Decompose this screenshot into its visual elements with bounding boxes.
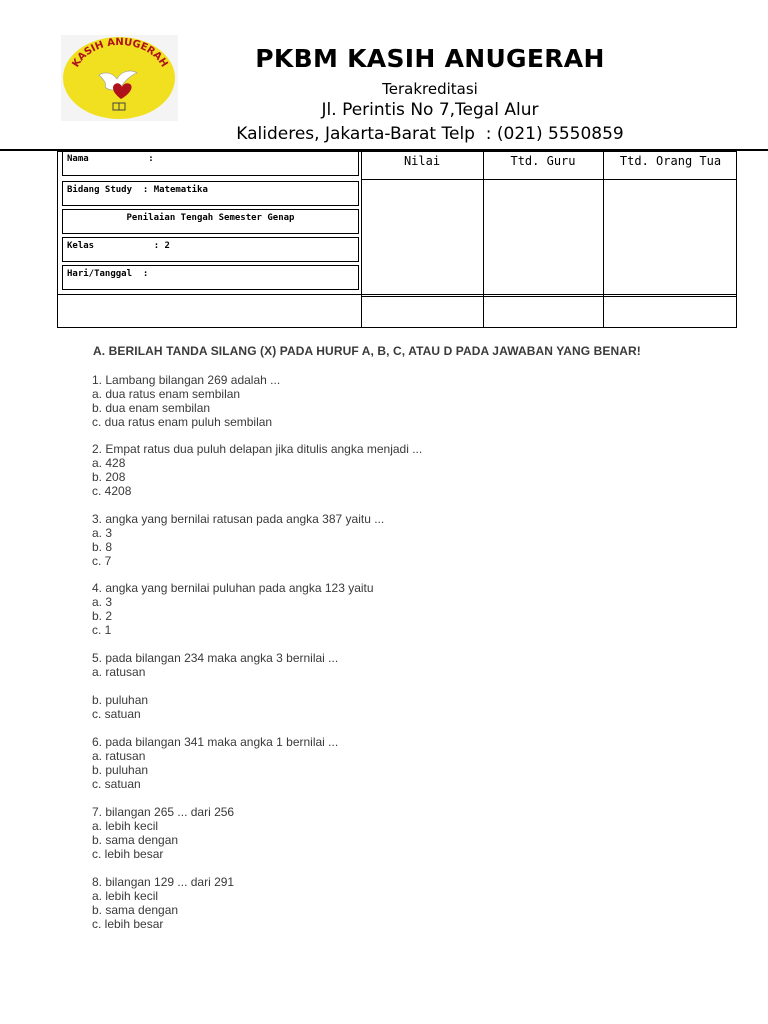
field-bottom-line: [58, 294, 736, 295]
option: a. ratusan: [92, 749, 146, 763]
address-line-1: Jl. Perintis No 7,Tegal Alur: [321, 100, 539, 120]
question-3: [92, 512, 384, 568]
accreditation-label: Terakreditasi: [382, 80, 478, 98]
exam-title: Penilaian Tengah Semester Genap: [62, 209, 359, 234]
option: c. 7: [92, 554, 112, 568]
option: c. lebih besar: [92, 847, 164, 861]
option: b. 208: [92, 470, 126, 484]
logo-text: KASIH ANUGERAH: [70, 36, 170, 70]
student-info-table: [57, 151, 737, 328]
option: a. ratusan: [92, 665, 146, 679]
option: b. puluhan: [92, 763, 149, 777]
option: c. 1: [92, 623, 112, 637]
question-text: 5. pada bilangan 234 maka angka 3 bernilai ...: [92, 651, 339, 665]
question-6: [92, 735, 338, 791]
question-text: 7. bilangan 265 ... dari 256: [92, 805, 235, 819]
option: c. dua ratus enam puluh sembilan: [92, 415, 273, 429]
option: c. lebih besar: [92, 917, 164, 931]
question-7: [92, 805, 234, 861]
option: [92, 679, 338, 693]
address-line-2: Kalideres, Jakarta-Barat Telp : (021) 5550859: [236, 124, 624, 144]
question-5: [92, 651, 338, 721]
option: a. lebih kecil: [92, 819, 159, 833]
school-logo: [61, 35, 178, 121]
question-text: 8. bilangan 129 ... dari 291: [92, 875, 235, 889]
teacher-signature-header: Ttd. Guru: [510, 154, 576, 168]
option: c. 4208: [92, 484, 132, 498]
option: b. puluhan: [92, 693, 149, 707]
option: b. 2: [92, 609, 113, 623]
option: a. 3: [92, 595, 113, 609]
option: c. satuan: [92, 777, 141, 791]
option: a. 3: [92, 526, 113, 540]
option: a. lebih kecil: [92, 889, 159, 903]
option: c. satuan: [92, 707, 141, 721]
date-field[interactable]: Hari/Tanggal :: [62, 265, 359, 290]
signature-row-line: [361, 296, 736, 297]
question-text: 1. Lambang bilangan 269 adalah ...: [92, 373, 281, 387]
question-text: 6. pada bilangan 341 maka angka 1 bernilai ...: [92, 735, 339, 749]
option: b. sama dengan: [92, 833, 179, 847]
option: b. 8: [92, 540, 113, 554]
class-field: Kelas : 2: [62, 237, 359, 262]
parent-signature-header: Ttd. Orang Tua: [619, 154, 722, 168]
question-text: 2. Empat ratus dua puluh delapan jika ditulis angka menjadi ...: [92, 442, 423, 456]
option: b. dua enam sembilan: [92, 401, 211, 415]
question-1: [92, 373, 280, 429]
option: a. dua ratus enam sembilan: [92, 387, 241, 401]
option: a. 428: [92, 456, 126, 470]
subject-field: Bidang Study : Matematika: [62, 181, 359, 206]
instruction-heading: A. BERILAH TANDA SILANG (X) PADA HURUF A, B, C, ATAU D PADA JAWABAN YANG BENAR!: [93, 344, 641, 358]
name-field[interactable]: Nama :: [62, 151, 359, 176]
question-text: 4. angka yang bernilai puluhan pada angka 123 yaitu: [92, 581, 374, 595]
question-8: [92, 875, 234, 931]
question-4: [92, 581, 374, 637]
school-name: PKBM KASIH ANUGERAH: [255, 44, 605, 73]
question-text: 3. angka yang bernilai ratusan pada angka 387 yaitu ...: [92, 512, 385, 526]
question-2: [92, 442, 422, 498]
option: b. sama dengan: [92, 903, 179, 917]
nilai-column-header: Nilai: [403, 154, 441, 168]
